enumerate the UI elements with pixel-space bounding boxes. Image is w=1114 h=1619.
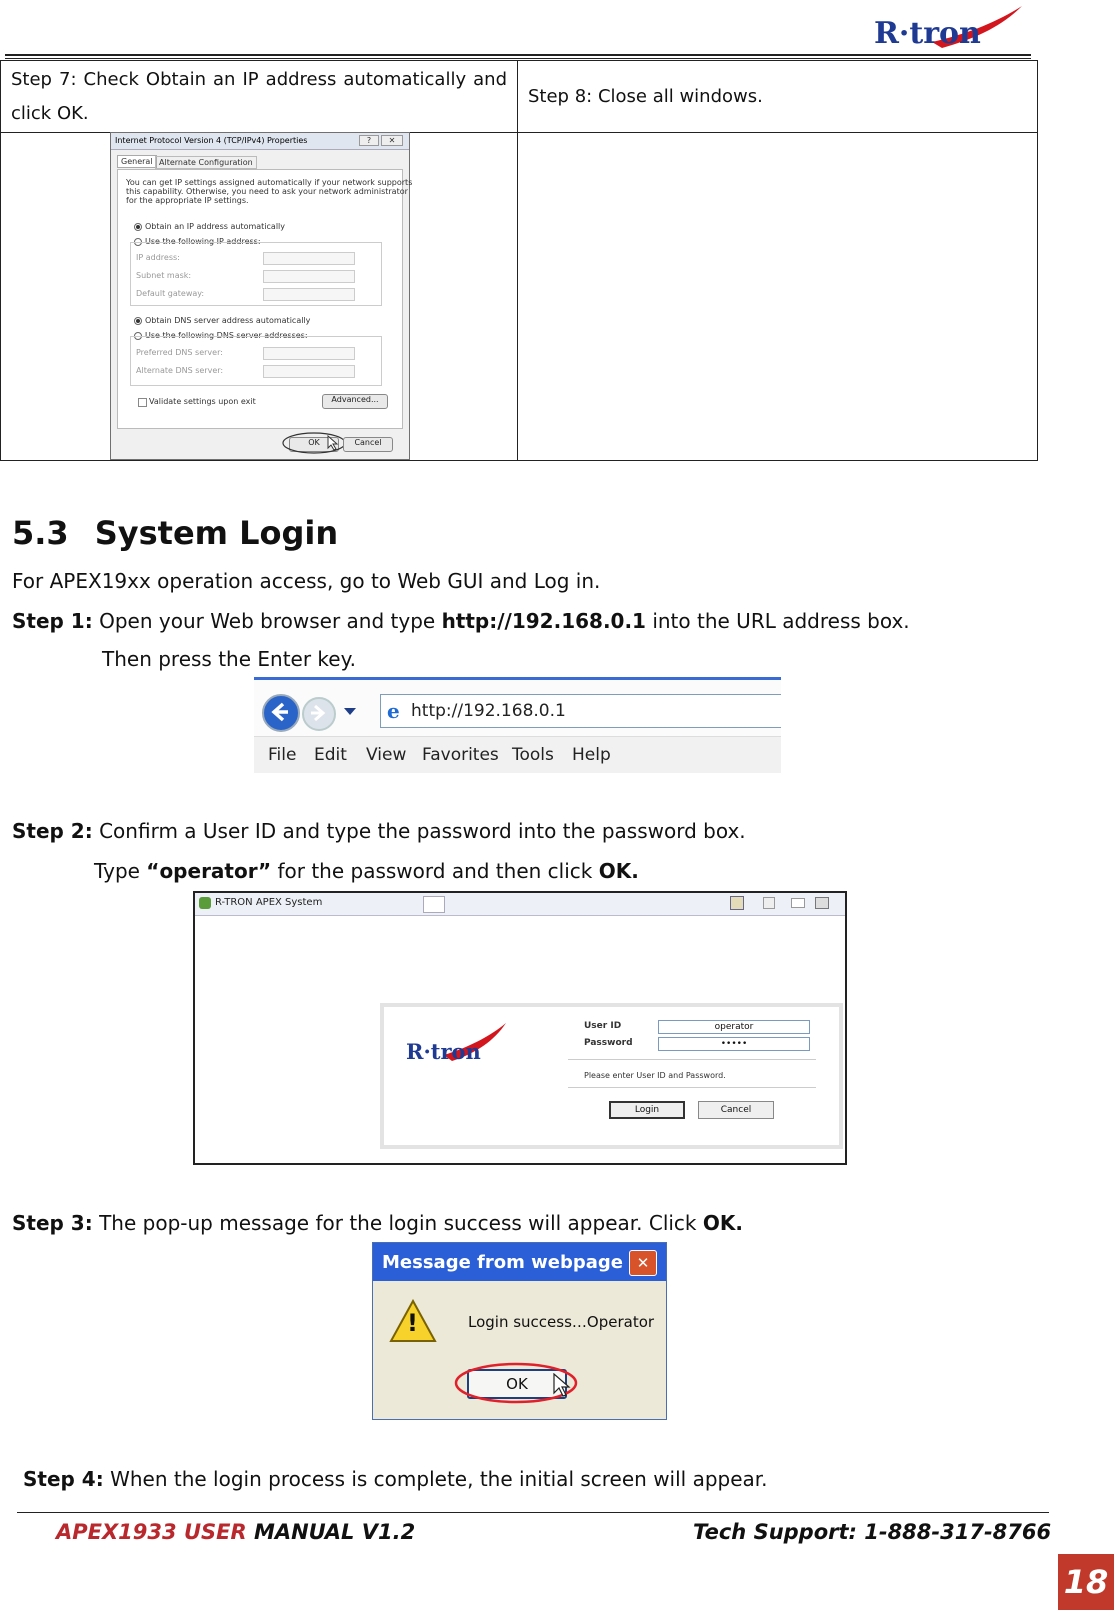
- user-id-label: User ID: [584, 1021, 622, 1031]
- tab-alternate-configuration[interactable]: Alternate Configuration: [155, 156, 257, 169]
- alternate-dns-field[interactable]: [263, 365, 355, 378]
- section-number: 5.3: [12, 514, 69, 552]
- step3-text: The pop-up message for the login success will appear. Click: [92, 1211, 703, 1235]
- dns-group-box: [130, 336, 382, 386]
- step2-password-hint: “operator”: [146, 859, 272, 883]
- tab-title: R-TRON APEX System: [215, 897, 323, 908]
- menu-bar: [254, 736, 781, 773]
- step1-text-b: into the URL address box.: [645, 609, 910, 633]
- step3-ok: OK.: [702, 1211, 743, 1235]
- alternate-dns-label: Alternate DNS server:: [136, 366, 224, 375]
- intro-line-1: You can get IP settings assigned automatically if your network supports: [126, 178, 413, 187]
- logo-text: R·tron: [874, 16, 981, 51]
- tab-general[interactable]: General: [117, 155, 157, 168]
- step4-label: Step 4:: [23, 1467, 104, 1491]
- step2-ok: OK.: [598, 859, 639, 883]
- ip-address-label: IP address:: [136, 253, 180, 262]
- footer-manual: MANUAL V1.2: [246, 1520, 416, 1544]
- header-rule: [5, 54, 1031, 56]
- step4-line: [23, 1465, 768, 1493]
- header-rule-thin: [5, 58, 1031, 59]
- radio-auto-dns[interactable]: [134, 317, 142, 325]
- address-bar[interactable]: [380, 694, 781, 728]
- step3-line: [12, 1209, 743, 1237]
- step8-cell: [518, 61, 1038, 133]
- subnet-field[interactable]: [263, 270, 355, 283]
- user-id-input[interactable]: operator: [658, 1020, 810, 1034]
- radio-auto-ip[interactable]: [134, 223, 142, 231]
- ie-page-icon: e: [387, 699, 400, 723]
- step2-type: Type: [94, 859, 147, 883]
- browser-toolbar-screenshot: [254, 677, 781, 773]
- ok-button[interactable]: OK: [467, 1369, 567, 1399]
- subnet-label: Subnet mask:: [136, 271, 192, 280]
- dialog-title: Internet Protocol Version 4 (TCP/IPv4) Properties: [115, 136, 308, 145]
- login-divider: [568, 1059, 816, 1060]
- mail-icon[interactable]: [791, 898, 805, 908]
- preferred-dns-label: Preferred DNS server:: [136, 348, 223, 357]
- message-dialog-screenshot: [372, 1242, 667, 1420]
- intro-line-2: this capability. Otherwise, you need to ask your network administrator: [126, 187, 408, 196]
- new-tab-button[interactable]: [423, 896, 445, 913]
- history-dropdown-icon[interactable]: [344, 708, 356, 716]
- message-text: Login success…Operator: [468, 1313, 655, 1331]
- password-input[interactable]: •••••: [658, 1037, 810, 1051]
- print-icon[interactable]: [815, 897, 829, 909]
- step7-text: Step 7: Check Obtain an IP address automatically and click OK.: [11, 68, 507, 124]
- feeds-icon[interactable]: [763, 897, 775, 909]
- section-intro: For APEX19xx operation access, go to Web GUI and Log in.: [12, 569, 601, 593]
- step2-text: Confirm a User ID and type the password into the password box.: [92, 819, 746, 843]
- login-hint: Please enter User ID and Password.: [584, 1071, 726, 1080]
- close-icon[interactable]: ✕: [629, 1250, 657, 1276]
- cursor-icon: [327, 435, 339, 451]
- menu-file[interactable]: File: [268, 745, 297, 765]
- message-title: Message from webpage: [382, 1252, 623, 1273]
- cursor-icon: [553, 1373, 571, 1399]
- step1-text-a: Open your Web browser and type: [92, 609, 442, 633]
- footer-right: Tech Support: 1-888-317-8766: [693, 1520, 1052, 1544]
- footer-product: APEX1933 USER: [56, 1520, 247, 1544]
- radio-auto-ip-label: Obtain an IP address automatically: [145, 222, 286, 231]
- password-label: Password: [584, 1038, 633, 1048]
- menu-favorites[interactable]: Favorites: [422, 745, 499, 765]
- close-icon[interactable]: ✕: [381, 135, 403, 146]
- step3-label: Step 3:: [12, 1211, 93, 1235]
- step1-line2: Then press the Enter key.: [102, 647, 356, 671]
- menu-tools[interactable]: Tools: [512, 745, 554, 765]
- menu-help[interactable]: Help: [572, 745, 611, 765]
- menu-edit[interactable]: Edit: [314, 745, 347, 765]
- dialog-titlebar: [111, 133, 409, 150]
- cancel-button[interactable]: Cancel: [698, 1101, 774, 1119]
- forward-arrow-icon: [307, 702, 329, 724]
- address-text[interactable]: http://192.168.0.1: [411, 701, 566, 721]
- dialog-panel: [117, 169, 413, 429]
- browser-tab-bar: [195, 893, 845, 916]
- step7-cell: [1, 61, 518, 133]
- step1-url: http://192.168.0.1: [441, 609, 646, 633]
- preferred-dns-field[interactable]: [263, 347, 355, 360]
- ipv4-properties-dialog: [110, 132, 413, 460]
- step1-label: Step 1:: [12, 609, 93, 633]
- favicon-icon: [199, 897, 211, 909]
- login-button[interactable]: Login: [609, 1101, 685, 1119]
- advanced-button[interactable]: Advanced...: [322, 394, 388, 409]
- header-logo: [872, 4, 1032, 52]
- login-divider-2: [568, 1087, 816, 1088]
- step8-image-cell: [518, 133, 1038, 461]
- step2-text-b: for the password and then click: [271, 859, 599, 883]
- step2-label: Step 2:: [12, 819, 93, 843]
- step2-line1: [12, 817, 746, 845]
- login-window-screenshot: [193, 891, 847, 1165]
- validate-checkbox[interactable]: [138, 398, 147, 407]
- intro-line-3: for the appropriate IP settings.: [126, 196, 249, 205]
- step1-line1: [12, 607, 910, 635]
- home-icon[interactable]: [730, 896, 744, 910]
- radio-manual-dns-label: Use the following DNS server addresses:: [145, 331, 308, 340]
- warning-glyph: !: [407, 1309, 418, 1337]
- login-panel: [380, 1003, 843, 1149]
- gateway-field[interactable]: [263, 288, 355, 301]
- step8-text: Step 8: Close all windows.: [528, 86, 763, 107]
- login-logo: [404, 1017, 514, 1067]
- message-titlebar: [373, 1243, 666, 1281]
- menu-view[interactable]: View: [366, 745, 407, 765]
- step2-line2: [94, 857, 639, 885]
- section-title: System Login: [94, 514, 339, 552]
- validate-label: Validate settings upon exit: [149, 397, 256, 406]
- radio-auto-dns-label: Obtain DNS server address automatically: [145, 316, 311, 325]
- ip-address-field[interactable]: [263, 252, 355, 265]
- step4-text: When the login process is complete, the initial screen will appear.: [103, 1467, 768, 1491]
- help-button[interactable]: ?: [359, 135, 379, 146]
- footer-left: [56, 1520, 415, 1544]
- radio-manual-ip-label: Use the following IP address:: [145, 237, 261, 246]
- cancel-button[interactable]: Cancel: [343, 437, 393, 452]
- back-arrow-icon: [268, 700, 292, 724]
- page-number: 18: [1058, 1554, 1114, 1610]
- ok-button[interactable]: OK: [289, 437, 339, 452]
- footer-rule: [17, 1512, 1049, 1513]
- section-heading: [12, 514, 338, 552]
- gateway-label: Default gateway:: [136, 289, 205, 298]
- login-logo-text: R·tron: [406, 1039, 481, 1064]
